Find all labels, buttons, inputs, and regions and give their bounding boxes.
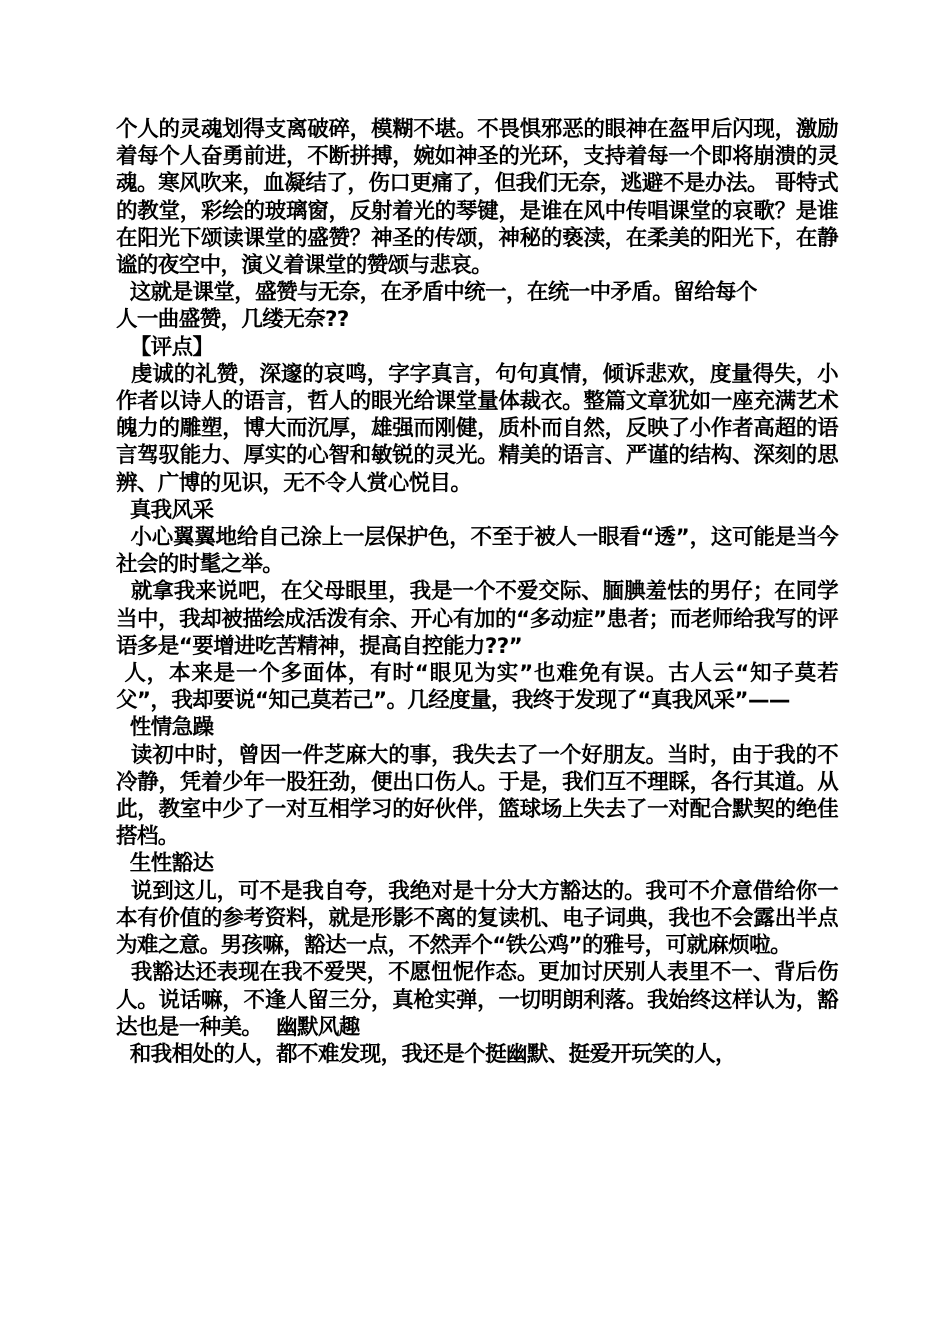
- section-heading: 真我风采: [116, 497, 214, 523]
- paragraph: 读初中时，曾因一件芝麻大的事，我失去了一个好朋友。当时，由于我的不冷静，凭着少年一股狂劲，便出口伤人。于是，我们互不理睬，各行其道。从此，教室中少了一对互相学习的好伙伴，篮球场上失去了一对配合默契的绝佳搭档。: [116, 742, 838, 850]
- paragraph: 虔诚的礼赞，深邃的哀鸣，字字真言，句句真情，倾诉悲欢，度量得失，小作者以诗人的语言，哲人的眼光给课堂量体裁衣。整篇文章犹如一座充满艺术魄力的雕塑，博大而沉厚，雄强而刚健，质朴而自然，反映了小作者高超的语言驾驭能力、厚实的心智和敏锐的灵光。精美的语言、严谨的结构、深刻的思辨、广博的见识，无不令人赏心悦目。: [116, 361, 838, 496]
- section-heading: 性情急躁: [116, 715, 214, 741]
- document-body: [116, 116, 838, 1068]
- paragraph: 个人的灵魂划得支离破碎，模糊不堪。不畏惧邪恶的眼神在盔甲后闪现，激励着每个人奋勇前进，不断拼搏，婉如神圣的光环，支持着每一个即将崩溃的灵魂。寒风吹来，血凝结了，伤口更痛了，但我们无奈，逃避不是办法。 哥特式的教堂，彩绘的玻璃窗，反射着光的琴键，是谁在风中传唱课堂的哀歌？是谁在阳光下颂读课堂的盛赞？神圣的传颂，神秘的亵渎，在柔美的阳光下，在静谧的夜空中，演义着课堂的赞颂与悲哀。: [116, 117, 838, 279]
- section-heading: 【评点】: [116, 334, 214, 360]
- paragraph: 说到这儿，可不是我自夸，我绝对是十分大方豁达的。我可不介意借给你一本有价值的参考资料，就是形影不离的复读机、电子词典，我也不会露出半点为难之意。男孩嘛，豁达一点，不然弄个“铁公鸡”的雅号，可就麻烦啦。: [116, 878, 838, 959]
- paragraph: 人一曲盛赞，几缕无奈??: [116, 307, 349, 333]
- paragraph: 人，本来是一个多面体，有时“眼见为实”也难免有误。古人云“知子莫若父”，我却要说“知己莫若己”。几经度量，我终于发现了“真我风采”——: [116, 661, 838, 714]
- paragraph: 这就是课堂，盛赞与无奈，在矛盾中统一，在统一中矛盾。留给每个: [116, 280, 757, 306]
- paragraph: 和我相处的人，都不难发现，我还是个挺幽默、挺爱开玩笑的人，: [116, 1041, 736, 1067]
- paragraph: 小心翼翼地给自己涂上一层保护色，不至于被人一眼看“透”，这可能是当今社会的时髦之举。: [116, 525, 838, 578]
- section-heading: 生性豁达: [116, 851, 214, 877]
- paragraph: 我豁达还表现在我不爱哭，不愿忸怩作态。更加讨厌别人表里不一、背后伤人。说话嘛，不逢人留三分，真枪实弹，一切明朗利落。我始终这样认为，豁达也是一种美。 幽默风趣: [116, 960, 838, 1040]
- paragraph: 就拿我来说吧，在父母眼里，我是一个不爱交际、腼腆羞怯的男仔；在同学当中，我却被描绘成活泼有余、开心有加的“多动症”患者；而老师给我写的评语多是“要增进吃苦精神，提高自控能力??”: [116, 579, 838, 659]
